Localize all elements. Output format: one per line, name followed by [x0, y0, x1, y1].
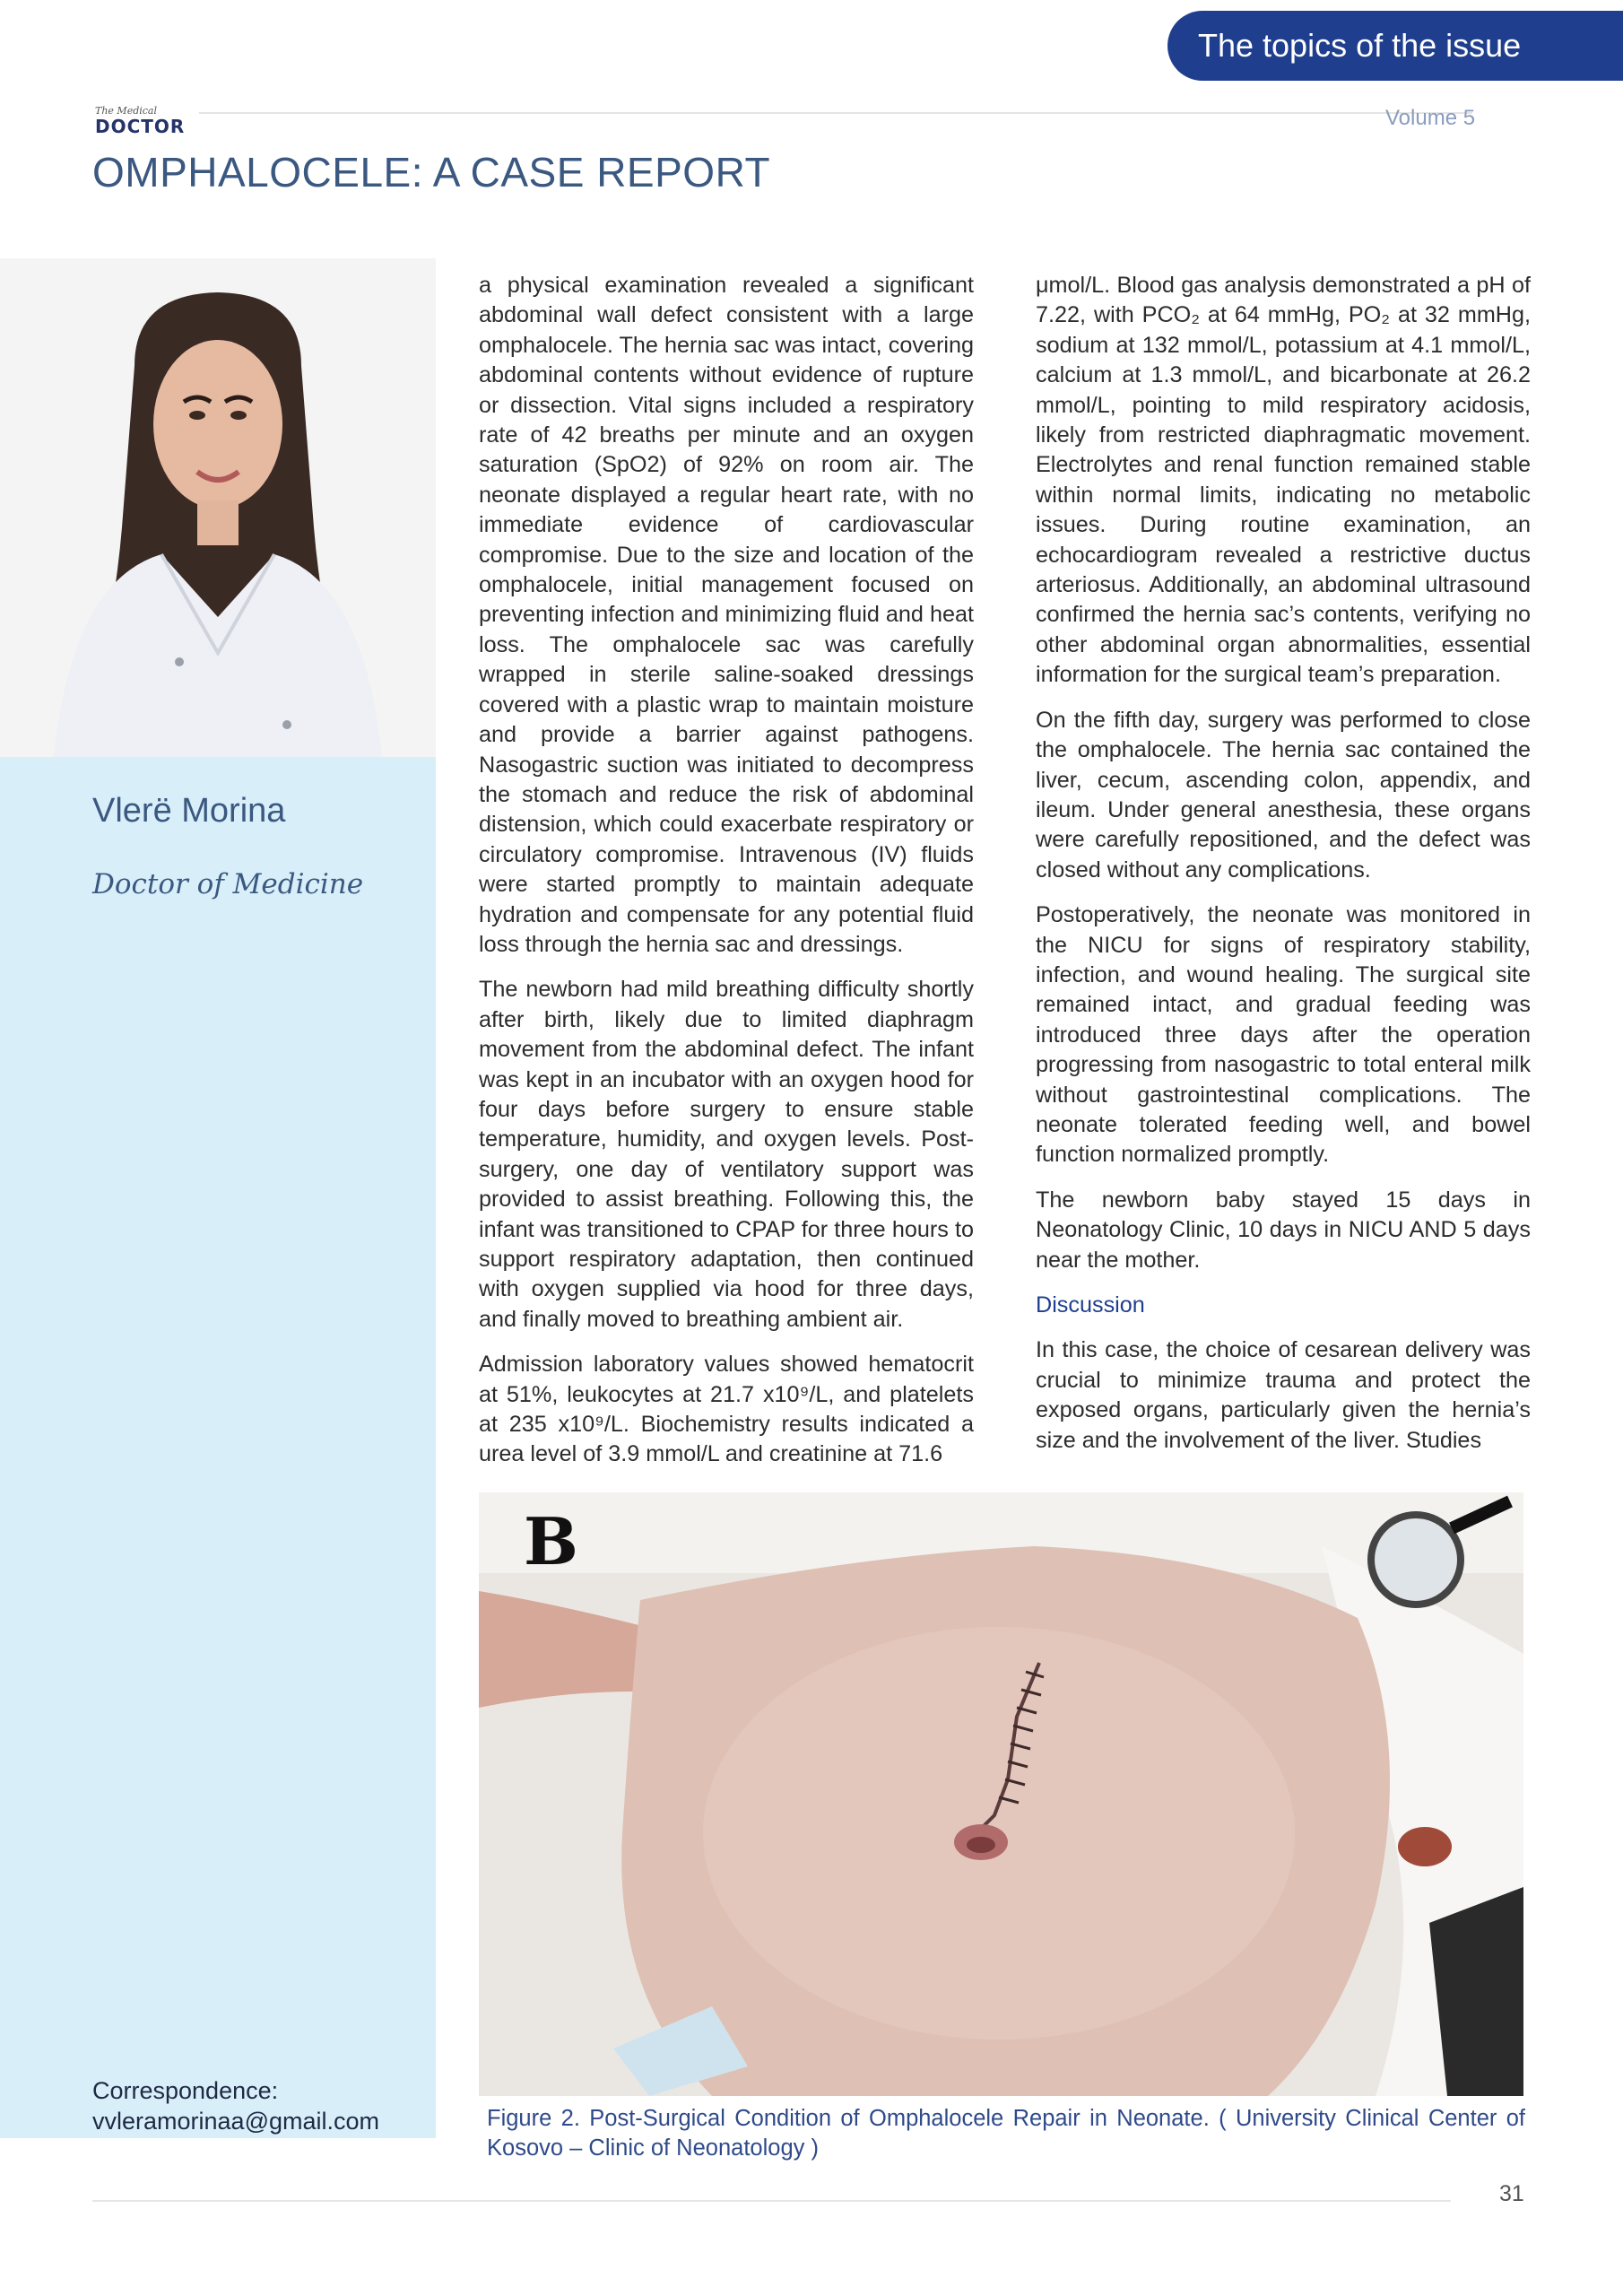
correspondence-label: Correspondence: — [92, 2077, 279, 2104]
author-role: Doctor of Medicine — [92, 868, 364, 900]
logo-small-text: The Medical — [95, 105, 157, 117]
paragraph: On the fifth day, surgery was performed to close the omphalocele. The hernia sac contained the liver, cecum, ascending colon, appendix, and ileum. Under general anesthesia, these organs were carefully repositioned, and the defect was closed without any complications. — [1036, 707, 1531, 883]
logo-big-text: DOCTOR — [95, 116, 186, 137]
volume-label: Volume 5 — [1385, 106, 1476, 130]
correspondence-email[interactable]: vvleramorinaa@gmail.com — [92, 2108, 380, 2135]
journal-logo — [95, 106, 203, 136]
figure-panel-label: B — [524, 1503, 578, 1579]
article-title: OMPHALOCELE: A CASE REPORT — [92, 149, 771, 196]
paragraph: Admission laboratory values showed hematocrit at 51%, leukocytes at 21.7 x10⁹/L, and platelets at 235 x10⁹/L. Biochemistry results indicated a urea level of 3.9 mmol/L and creatinine at 71.6 — [479, 1352, 974, 1467]
author-name: Vlerë Morina — [92, 792, 286, 830]
author-photo — [0, 258, 436, 757]
footer-divider — [92, 2200, 1451, 2202]
paragraph: a physical examination revealed a significant abdominal wall defect consistent with a large omphalocele. The hernia sac was intact, covering abdominal contents without evidence of rupture or dissection. Vital signs included a respiratory rate of 42 breaths per minute and an oxygen saturation (SpO2) of 92% on room air. The neonate displayed a regular heart rate, with no immediate evidence of cardiovascular compromise. Due to the size and location of the omphalocele, initial management focused on preventing infection and minimizing fluid and heat loss. The omphalocele sac was carefully wrapped in sterile saline-soaked dressings covered with a plastic wrap to maintain moisture and provide a barrier against pathogens. Nasogastric suction was initiated to decompress the stomach and reduce the risk of abdominal distension, which could exacerbate respiratory or circulatory compromise. Intravenous (IV) fluids were started promptly to maintain adequate hydration and compensate for any potential fluid loss through the hernia sac and dressings. — [479, 273, 974, 957]
paragraph: Postoperatively, the neonate was monitored in the NICU for signs of respiratory stability, infection, and wound healing. The surgical site remained intact, and gradual feeding was introduced three days after the operation progressing from nasogastric to total enteral milk without gastrointestinal complications. The neonate tolerated feeding well, and bowel function normalized promptly. — [1036, 902, 1531, 1168]
paragraph: μmol/L. Blood gas analysis demonstrated a pH of 7.22, with PCO₂ at 64 mmHg, PO₂ at 32 mmHg, sodium at 132 mmol/L, potassium at 4.1 mmol/L, calcium at 1.3 mmol/L, and bicarbonate at 26.2 mmol/L, pointing to mild respiratory acidosis, likely from restricted diaphragmatic movement. Electrolytes and renal function remained stable within normal limits, indicating no metabolic issues. During routine examination, an echocardiogram revealed a restrictive ductus arteriosus. Additionally, an abdominal ultrasound confirmed the hernia sac’s contents, verifying no other abdominal organ abnormalities, essential information for the surgical team’s preparation. — [1036, 273, 1531, 688]
figure-image — [479, 1492, 1523, 2096]
page-number: 31 — [1499, 2181, 1524, 2206]
paragraph: The newborn had mild breathing difficulty shortly after birth, likely due to limited diaphragm movement from the abdominal defect. The infant was kept in an incubator with an oxygen hood for four days before surgery to ensure stable temperature, humidity, and oxygen levels. Post-surgery, one day of ventilatory support was provided to assist breathing. Following this, the infant was transitioned to CPAP for three hours to support respiratory adaptation, then continued with oxygen supplied via hood for three days, and finally moved to breathing ambient air. — [479, 977, 974, 1332]
section-tab: The topics of the issue — [1167, 11, 1623, 81]
section-heading: Discussion — [1036, 1292, 1145, 1318]
body-column-2 — [1036, 271, 1531, 1471]
paragraph: The newborn baby stayed 15 days in Neonatology Clinic, 10 days in NICU AND 5 days near the mother. — [1036, 1187, 1531, 1273]
author-sidebar — [0, 258, 436, 2138]
figure-caption: Figure 2. Post-Surgical Condition of Omphalocele Repair in Neonate. ( University Clinical Center of Kosovo – Clinic of Neonatology ) — [487, 2106, 1525, 2161]
paragraph: In this case, the choice of cesarean delivery was crucial to minimize trauma and protect the exposed organs, particularly given the hernia’s size and the involvement of the liver. Studies — [1036, 1337, 1531, 1453]
header-divider — [199, 112, 1472, 114]
body-column-1 — [479, 271, 974, 1485]
